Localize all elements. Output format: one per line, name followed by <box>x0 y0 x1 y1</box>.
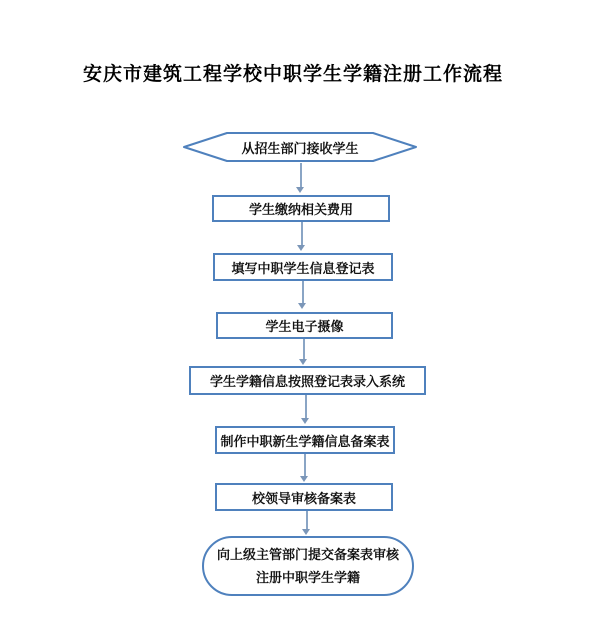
arrow-head-icon <box>298 303 306 309</box>
arrow-line <box>300 163 302 188</box>
arrow-head-icon <box>301 418 309 424</box>
arrow-head-icon <box>302 529 310 535</box>
arrow-line <box>305 395 307 419</box>
down-arrow-connector-4 <box>299 339 308 365</box>
arrow-line <box>303 339 305 360</box>
arrow-line <box>304 454 306 477</box>
arrow-line <box>302 281 304 304</box>
arrow-line <box>306 511 308 530</box>
page-title: 安庆市建筑工程学校中职学生学籍注册工作流程 <box>82 64 503 85</box>
node-create-filing-form <box>215 426 395 454</box>
node-label-line2: 注册中职学生学籍 <box>255 570 360 585</box>
node-label: 学生电子摄像 <box>265 319 344 334</box>
down-arrow-connector-3 <box>298 281 307 309</box>
node-label: 校领导审核备案表 <box>251 490 356 506</box>
node-leader-review <box>215 483 393 511</box>
node-label: 填写中职学生信息登记表 <box>231 260 375 276</box>
node-label: 学生缴纳相关费用 <box>248 202 353 217</box>
down-arrow-connector-1 <box>296 163 305 193</box>
down-arrow-connector-5 <box>301 395 310 424</box>
node-receive-students <box>183 132 417 162</box>
arrow-head-icon <box>296 187 304 193</box>
down-arrow-connector-6 <box>300 454 309 482</box>
arrow-line <box>301 222 303 246</box>
down-arrow-connector-2 <box>297 222 306 251</box>
node-label: 制作中职新生学籍信息备案表 <box>220 433 390 449</box>
node-label: 学生学籍信息按照登记表录入系统 <box>209 374 405 389</box>
arrow-head-icon <box>299 359 307 365</box>
node-submit-and-register <box>202 536 414 596</box>
node-fill-registration-form <box>213 253 393 281</box>
node-enter-into-system <box>189 366 426 395</box>
arrow-head-icon <box>297 245 305 251</box>
node-label: 从招生部门接收学生 <box>241 140 359 156</box>
arrow-head-icon <box>300 476 308 482</box>
node-label-line1: 向上级主管部门提交备案表审核 <box>216 547 399 562</box>
down-arrow-connector-7 <box>302 511 311 535</box>
node-electronic-photo <box>216 312 393 339</box>
node-pay-fees <box>212 195 390 222</box>
